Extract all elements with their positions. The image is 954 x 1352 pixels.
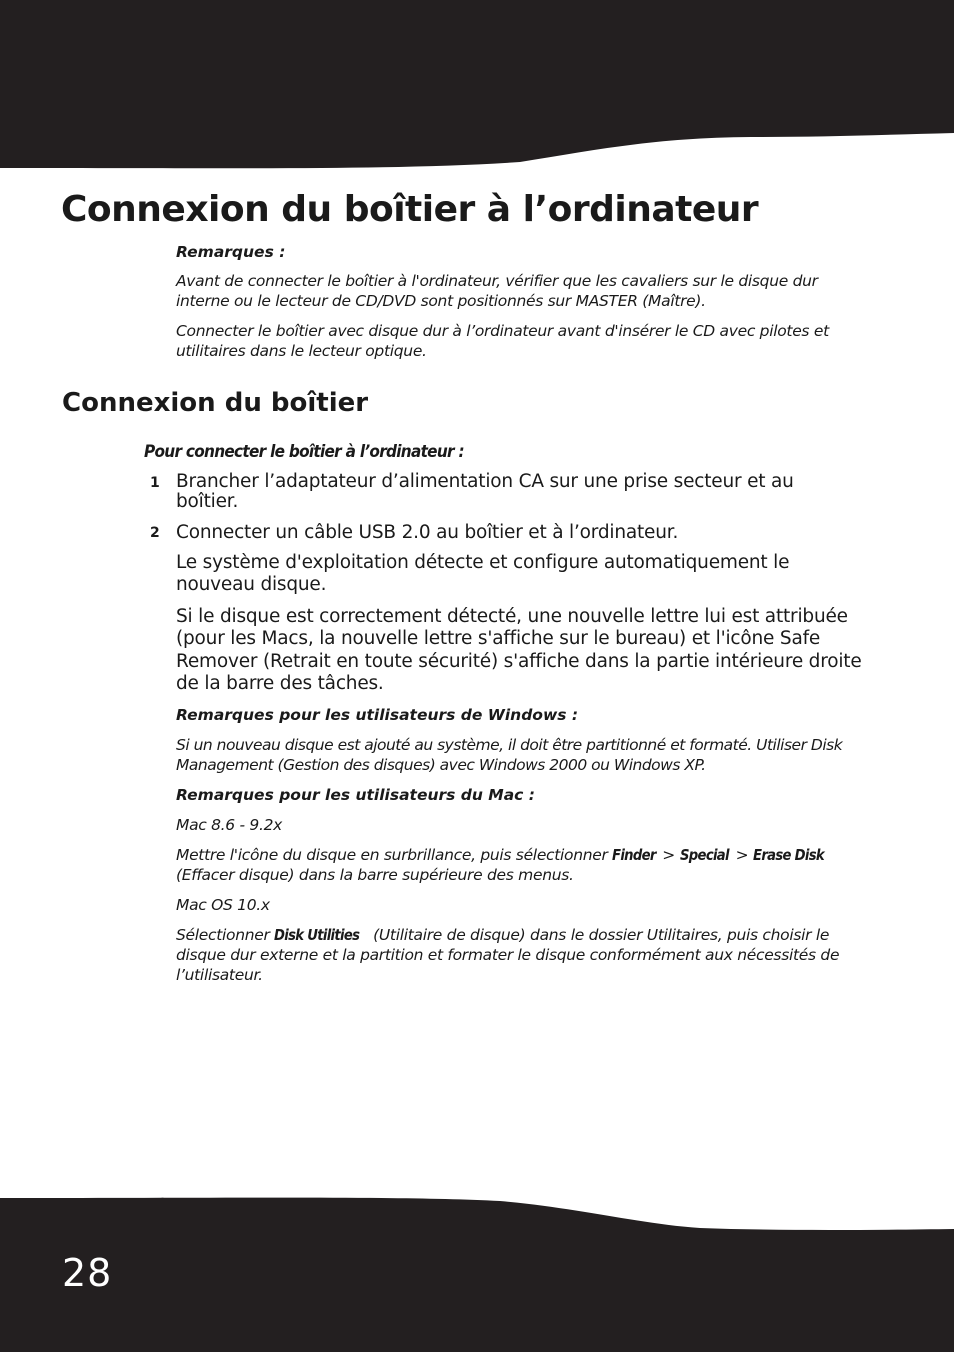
remarks-title: Remarques : bbox=[176, 243, 286, 261]
step-1 bbox=[176, 472, 836, 512]
body-paragraph: Le système d'exploitation détecte et configure automatiquement le nouveau disque. bbox=[176, 551, 790, 595]
menu-erase-disk: Erase Disk bbox=[752, 846, 824, 864]
procedure-title: Pour connecter le boîtier à l’ordinateur : bbox=[144, 442, 464, 462]
mac10-label: Mac OS 10.x bbox=[176, 896, 270, 914]
remarks-paragraph-2: Connecter le boîtier avec disque dur à l’ordinateur avant d'insérer le CD avec pilotes et utilitaires dans le lecteur optique. bbox=[176, 322, 829, 360]
remarks-paragraph-1: Avant de connecter le boîtier à l'ordinateur, vérifier que les cavaliers sur le disque dur interne ou le lecteur de CD/DVD sont positionnés sur MASTER (Maître). bbox=[176, 272, 818, 310]
header-band bbox=[0, 0, 954, 170]
text-run: (Effacer disque) dans la barre supérieure des menus. bbox=[176, 866, 574, 884]
mac-notes-title: Remarques pour les utilisateurs du Mac : bbox=[176, 786, 535, 804]
body-paragraph: Si le disque est correctement détecté, une nouvelle lettre lui est attribuée (pour les Macs, la nouvelle lettre s'affiche sur le bureau) et l'icône Safe Remover (Retrait en toute sécurité) s'affiche dans la partie intérieure droite de la barre des tâches. bbox=[176, 605, 862, 694]
step-number: 2 bbox=[150, 525, 160, 541]
step-text: Brancher l’adaptateur d’alimentation CA sur une prise secteur et au boîtier. bbox=[176, 471, 794, 512]
text-run: (Utilitaire de disque) dans le dossier Utilitaires, puis choisir le disque dur externe et la partition et formater le disque conformément aux nécessités de l’utilisateur. bbox=[176, 926, 840, 984]
remarks-block bbox=[176, 242, 862, 361]
step-2 bbox=[176, 522, 862, 696]
page-title: Connexion du boîtier à l’ordinateur bbox=[61, 189, 759, 230]
footer-band bbox=[0, 1196, 954, 1352]
menu-special: Special bbox=[679, 846, 729, 864]
windows-notes-title: Remarques pour les utilisateurs de Windows : bbox=[176, 706, 579, 724]
menu-finder: Finder bbox=[612, 846, 656, 864]
text-run: Sélectionner bbox=[176, 926, 275, 944]
mac9-label: Mac 8.6 - 9.2x bbox=[176, 816, 283, 834]
text-run: > bbox=[657, 846, 680, 864]
mac-notes bbox=[176, 785, 862, 985]
step-text: Connecter un câble USB 2.0 au boîtier et à l’ordinateur. bbox=[176, 522, 679, 543]
page-number: 28 bbox=[62, 1251, 113, 1295]
step-number: 1 bbox=[150, 475, 160, 491]
text-run: Mettre l'icône du disque en surbrillance, puis sélectionner bbox=[176, 846, 613, 864]
windows-notes bbox=[176, 705, 866, 775]
windows-notes-text: Si un nouveau disque est ajouté au système, il doit être partitionné et formaté. Utiliser Disk Management (Gestion des disques) avec Windows 2000 ou Windows XP. bbox=[176, 736, 843, 774]
text-run: > bbox=[731, 846, 753, 864]
section-title: Connexion du boîtier bbox=[62, 388, 369, 418]
mac10-instructions bbox=[176, 925, 862, 985]
menu-disk-utilities: Disk Utilities bbox=[274, 926, 360, 944]
mac9-instructions bbox=[176, 845, 862, 885]
